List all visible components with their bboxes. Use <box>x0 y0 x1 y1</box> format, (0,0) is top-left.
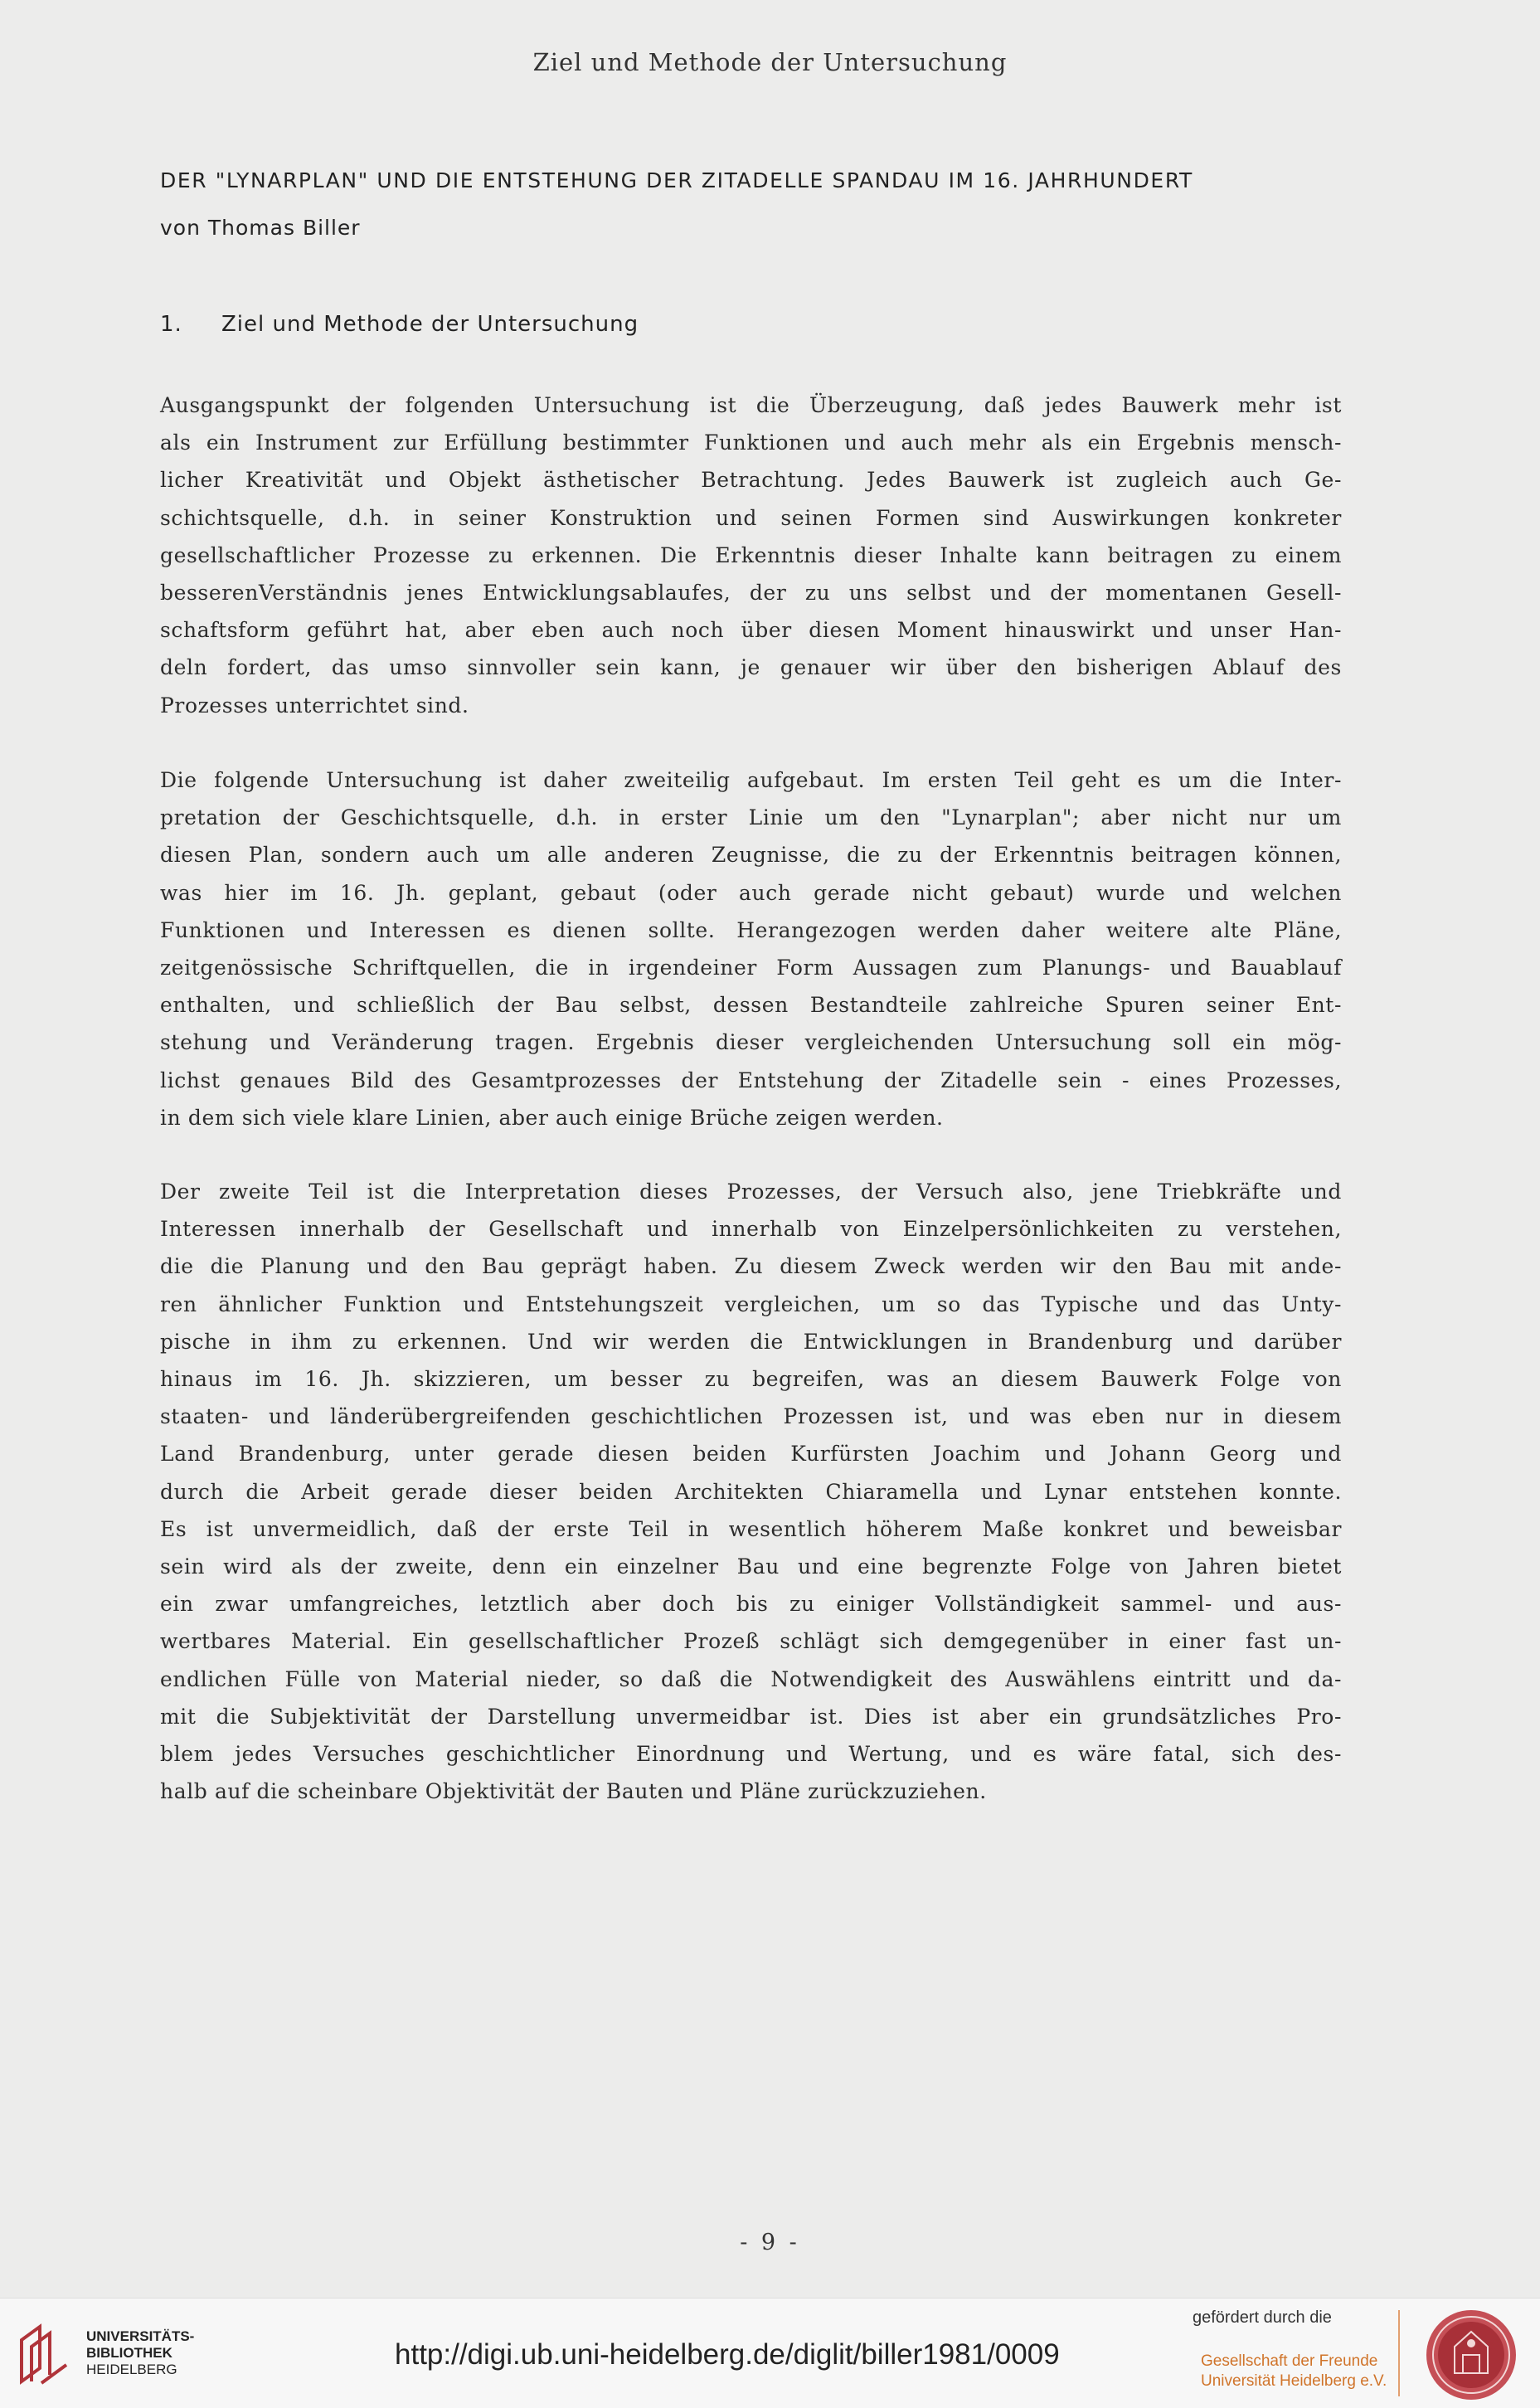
text-line: staaten- und länderübergreifenden geschichtlichen Prozessen ist, und was eben nur in diesem <box>160 1404 1342 1429</box>
permalink-url[interactable]: http://digi.ub.uni-heidelberg.de/diglit/biller1981/0009 <box>395 2338 1060 2371</box>
text-line: pische in ihm zu erkennen. Und wir werden die Entwicklungen in Brandenburg und darüber <box>160 1329 1342 1354</box>
text-line: zeitgenössische Schriftquellen, die in irgendeiner Form Aussagen zum Planungs- und Bauablauf <box>160 956 1342 980</box>
text-line: hinaus im 16. Jh. skizzieren, um besser zu begreifen, was an diesem Bauwerk Folge von <box>160 1367 1342 1392</box>
text-line: licher Kreativität und Objekt ästhetischer Betrachtung. Jedes Bauwerk ist zugleich auch Ge- <box>160 468 1342 493</box>
text-line: besserenVerständnis jenes Entwicklungsablaufes, der zu uns selbst und der momentanen Gesell- <box>160 581 1342 606</box>
society-name-line: Gesellschaft der Freunde <box>1201 2352 1378 2370</box>
text-line: die die Planung und den Bau geprägt haben. Zu diesem Zweck werden wir den Bau mit ande- <box>160 1254 1342 1279</box>
footer-divider <box>1398 2310 1400 2396</box>
text-line: als ein Instrument zur Erfüllung bestimmter Funktionen und auch mehr als ein Ergebnis mensch- <box>160 431 1342 455</box>
text-line: Land Brandenburg, unter gerade diesen beiden Kurfürsten Joachim und Johann Georg und <box>160 1442 1342 1467</box>
text-line: ren ähnlicher Funktion und Entstehungszeit vergleichen, um so das Typische und das Unty- <box>160 1292 1342 1316</box>
article-author: von Thomas Biller <box>160 216 361 240</box>
paragraph-2 <box>160 761 1342 1136</box>
text-line: Interessen innerhalb der Gesellschaft und innerhalb von Einzelpersönlichkeiten zu verstehen, <box>160 1217 1342 1242</box>
running-head: Ziel und Methode der Untersuchung <box>532 48 1008 76</box>
society-name[interactable] <box>1201 2352 1387 2391</box>
text-line: gesellschaftlicher Prozesse zu erkennen. Die Erkenntnis dieser Inhalte kann beitragen zu einem <box>160 542 1342 567</box>
text-line: deln fordert, das umso sinnvoller sein kann, je genauer wir über den bisherigen Ablauf des <box>160 655 1342 680</box>
supported-by-label: gefördert durch die <box>1193 2308 1332 2327</box>
section-number: 1. <box>160 312 182 337</box>
library-name-line: UNIVERSITÄTS- <box>86 2328 195 2344</box>
university-seal-icon[interactable] <box>1421 2307 1521 2403</box>
text-line: durch die Arbeit gerade dieser beiden Architekten Chiaramella und Lynar entstehen konnte. <box>160 1479 1342 1504</box>
section-heading <box>160 312 639 337</box>
text-line: was hier im 16. Jh. geplant, gebaut (oder auch gerade nicht gebaut) wurde und welchen <box>160 880 1342 905</box>
text-line: wertbares Material. Ein gesellschaftlicher Prozeß schlägt sich demgegenüber in einer fast un- <box>160 1629 1342 1654</box>
paragraph-3 <box>160 1173 1342 1810</box>
text-line: stehung und Veränderung tragen. Ergebnis dieser vergleichenden Untersuchung soll ein mög- <box>160 1030 1342 1055</box>
text-line: lichst genaues Bild des Gesamtprozesses der Entstehung der Zitadelle sein - eines Prozesses, <box>160 1068 1342 1092</box>
article-title: DER "LYNARPLAN" UND DIE ENTSTEHUNG DER ZITADELLE SPANDAU IM 16. JAHRHUNDERT <box>160 168 1193 192</box>
library-name[interactable] <box>86 2328 194 2378</box>
page-number: - 9 - <box>740 2230 800 2255</box>
society-name-line: Universität Heidelberg e.V. <box>1201 2372 1387 2390</box>
text-line: Es ist unvermeidlich, daß der erste Teil in wesentlich höherem Maße konkret und beweisbar <box>160 1516 1342 1541</box>
text-line: schaftsform geführt hat, aber eben auch noch über diesen Moment hinauswirkt und unser Han- <box>160 618 1342 643</box>
library-name-line: BIBLIOTHEK <box>86 2345 172 2361</box>
text-line: Prozesses unterrichtet sind. <box>160 693 469 718</box>
text-line: Ausgangspunkt der folgenden Untersuchung ist die Überzeugung, daß jedes Bauwerk mehr ist <box>160 393 1342 417</box>
section-title: Ziel und Methode der Untersuchung <box>221 312 639 337</box>
library-name-line: HEIDELBERG <box>86 2362 177 2377</box>
text-line: enthalten, und schließlich der Bau selbst, dessen Bestandteile zahlreiche Spuren seiner Ent- <box>160 993 1342 1018</box>
text-line: Der zweite Teil ist die Interpretation dieses Prozesses, der Versuch also, jene Triebkräfte und <box>160 1180 1342 1204</box>
text-line: mit die Subjektivität der Darstellung unvermeidbar ist. Dies ist aber ein grundsätzliches Pro- <box>160 1704 1342 1729</box>
text-line: Die folgende Untersuchung ist daher zweiteilig aufgebaut. Im ersten Teil geht es um die Inter- <box>160 768 1342 792</box>
text-line: pretation der Geschichtsquelle, d.h. in erster Linie um den "Lynarplan"; aber nicht nur um <box>160 805 1342 830</box>
text-line: halb auf die scheinbare Objektivität der Bauten und Pläne zurückzuziehen. <box>160 1779 987 1804</box>
text-line: diesen Plan, sondern auch um alle anderen Zeugnisse, die zu der Erkenntnis beitragen können, <box>160 843 1342 868</box>
text-line: ein zwar umfangreiches, letztlich aber doch bis zu einiger Vollständigkeit sammel- und aus- <box>160 1592 1342 1617</box>
text-line: Funktionen und Interessen es dienen sollte. Herangezogen werden daher weitere alte Pläne, <box>160 917 1342 942</box>
footer-bar <box>0 2298 1540 2408</box>
text-line: in dem sich viele klare Linien, aber auch einige Brüche zeigen werden. <box>160 1105 944 1130</box>
ub-logo-icon[interactable] <box>15 2322 73 2386</box>
text-line: endlichen Fülle von Material nieder, so daß die Notwendigkeit des Auswählens eintritt und da- <box>160 1666 1342 1691</box>
text-line: sein wird als der zweite, denn ein einzelner Bau und eine begrenzte Folge von Jahren bietet <box>160 1554 1342 1579</box>
paragraph-1 <box>160 387 1342 724</box>
text-line: blem jedes Versuches geschichtlicher Einordnung und Wertung, und es wäre fatal, sich des- <box>160 1742 1342 1767</box>
text-line: schichtsquelle, d.h. in seiner Konstruktion und seinen Formen sind Auswirkungen konkreter <box>160 505 1342 530</box>
